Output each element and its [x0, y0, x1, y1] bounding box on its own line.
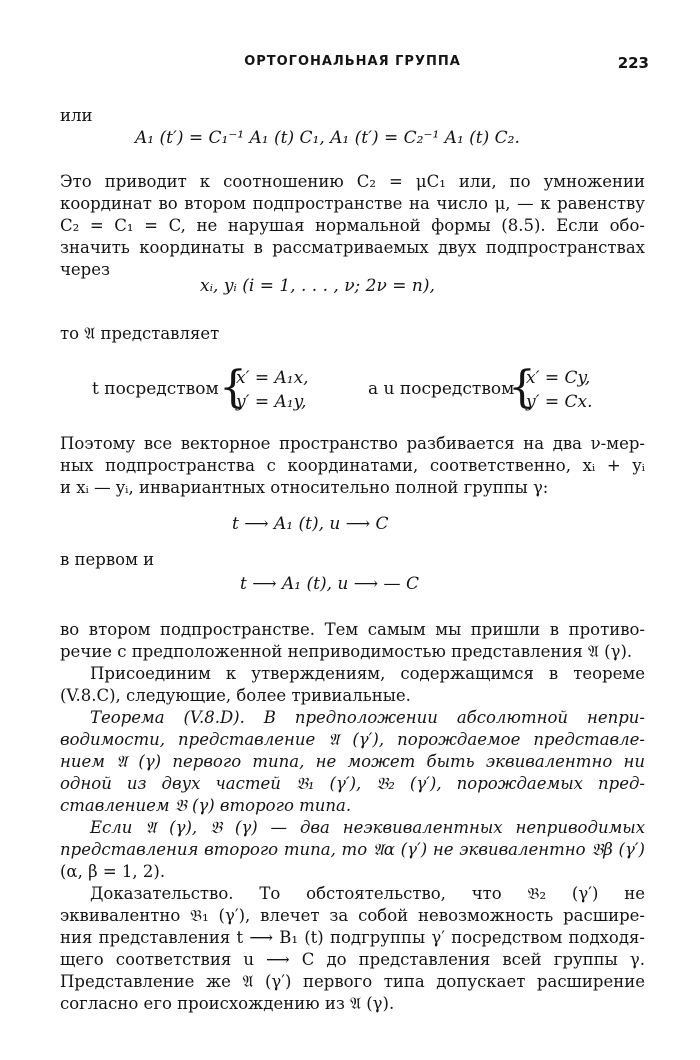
text-line: речие с предположенной неприводимостью представления 𝔄 (γ).	[60, 642, 633, 661]
theorem-text: одной из двух частей 𝔅₁ (γ′), 𝔅₂ (γ′), порождаемых пред-	[60, 774, 645, 793]
proof-heading: Доказательство. То обстоятельство, что 𝔅₂ (γ′) не	[90, 884, 645, 903]
text-line: Представление же 𝔄 (γ′) первого типа допускает расширение	[60, 972, 645, 991]
text-line: то 𝔄 представляет	[60, 324, 220, 343]
text-line: в первом и	[60, 550, 155, 569]
formula-conjugation: A₁ (t′) = C₁⁻¹ A₁ (t) C₁, A₁ (t′) = C₂⁻¹ A₁ (t) C₂.	[135, 128, 520, 148]
text-line: C₂ = C₁ = C, не нарушая нормальной формы (8.5). Если обо-	[60, 216, 645, 235]
formula-first-subspace: t ⟶ A₁ (t), u ⟶ C	[232, 514, 389, 534]
text-line: щего соответствия u ⟶ C до представления всей группы γ.	[60, 950, 645, 969]
text-line: или	[60, 106, 93, 125]
text-line: во втором подпространстве. Тем самым мы пришли в противо-	[60, 620, 645, 639]
text-line: и xᵢ — yᵢ, инвариантных относительно полной группы γ:	[60, 478, 549, 497]
running-title: ОРТОГОНАЛЬНАЯ ГРУППА	[244, 54, 461, 69]
page-number: 223	[617, 54, 649, 72]
theorem-text: ставлением 𝔅 (γ) второго типа.	[60, 796, 352, 815]
formula-coordinates: xᵢ, yᵢ (i = 1, . . . , ν; 2ν = n),	[200, 276, 435, 296]
theorem-text: нием 𝔄 (γ) первого типа, не может быть эквивалентно ни	[60, 752, 645, 771]
text-line: через	[60, 260, 110, 279]
left-brace: {	[219, 362, 247, 413]
system-u-eq2: y′ = Cx.	[526, 392, 593, 412]
text-line: Присоединим к утверждениям, содержащимся в теореме	[90, 664, 645, 683]
text-line: эквивалентно 𝔅₁ (γ′), влечет за собой невозможность расшире-	[60, 906, 645, 925]
theorem-text: водимости, представление 𝔄 (γ′), порождаемое представле-	[60, 730, 645, 749]
text-line: (V.8.C), следующие, более тривиальные.	[60, 686, 411, 705]
system-u-eq1: x′ = Cy,	[526, 368, 591, 388]
text-line: ных подпространства с координатами, соответственно, xᵢ + yᵢ	[60, 456, 645, 475]
system-t-label: t посредством	[92, 379, 219, 399]
theorem-text: представления второго типа, то 𝔄α (γ′) не эквивалентно 𝔅β (γ′)	[60, 840, 645, 859]
system-t-eq1: x′ = A₁x,	[236, 368, 309, 388]
page-header	[60, 54, 649, 78]
system-u-label: а u посредством	[368, 379, 515, 399]
text-line: значить координаты в рассматриваемых двух подпространствах	[60, 238, 645, 257]
theorem-heading: Теорема (V.8.D). В предположении абсолютной непри-	[90, 708, 645, 727]
text-line: координат во втором подпространстве на число μ, — к равенству	[60, 194, 645, 213]
left-brace: {	[508, 362, 536, 413]
text-line: ния представления t ⟶ B₁ (t) подгруппы γ′ посредством подходя-	[60, 928, 645, 947]
text-line: Это приводит к соотношению C₂ = μC₁ или, по умножении	[60, 172, 645, 191]
text-line: Поэтому все векторное пространство разбивается на два ν-мер-	[60, 434, 645, 453]
text-line: (α, β = 1, 2).	[60, 862, 166, 881]
formula-second-subspace: t ⟶ A₁ (t), u ⟶ — C	[240, 574, 419, 594]
system-t-eq2: y′ = A₁y,	[236, 392, 307, 412]
text-line: согласно его происхождению из 𝔄 (γ).	[60, 994, 395, 1013]
theorem-text: Если 𝔄 (γ), 𝔅 (γ) — два неэквивалентных неприводимых	[90, 818, 645, 837]
